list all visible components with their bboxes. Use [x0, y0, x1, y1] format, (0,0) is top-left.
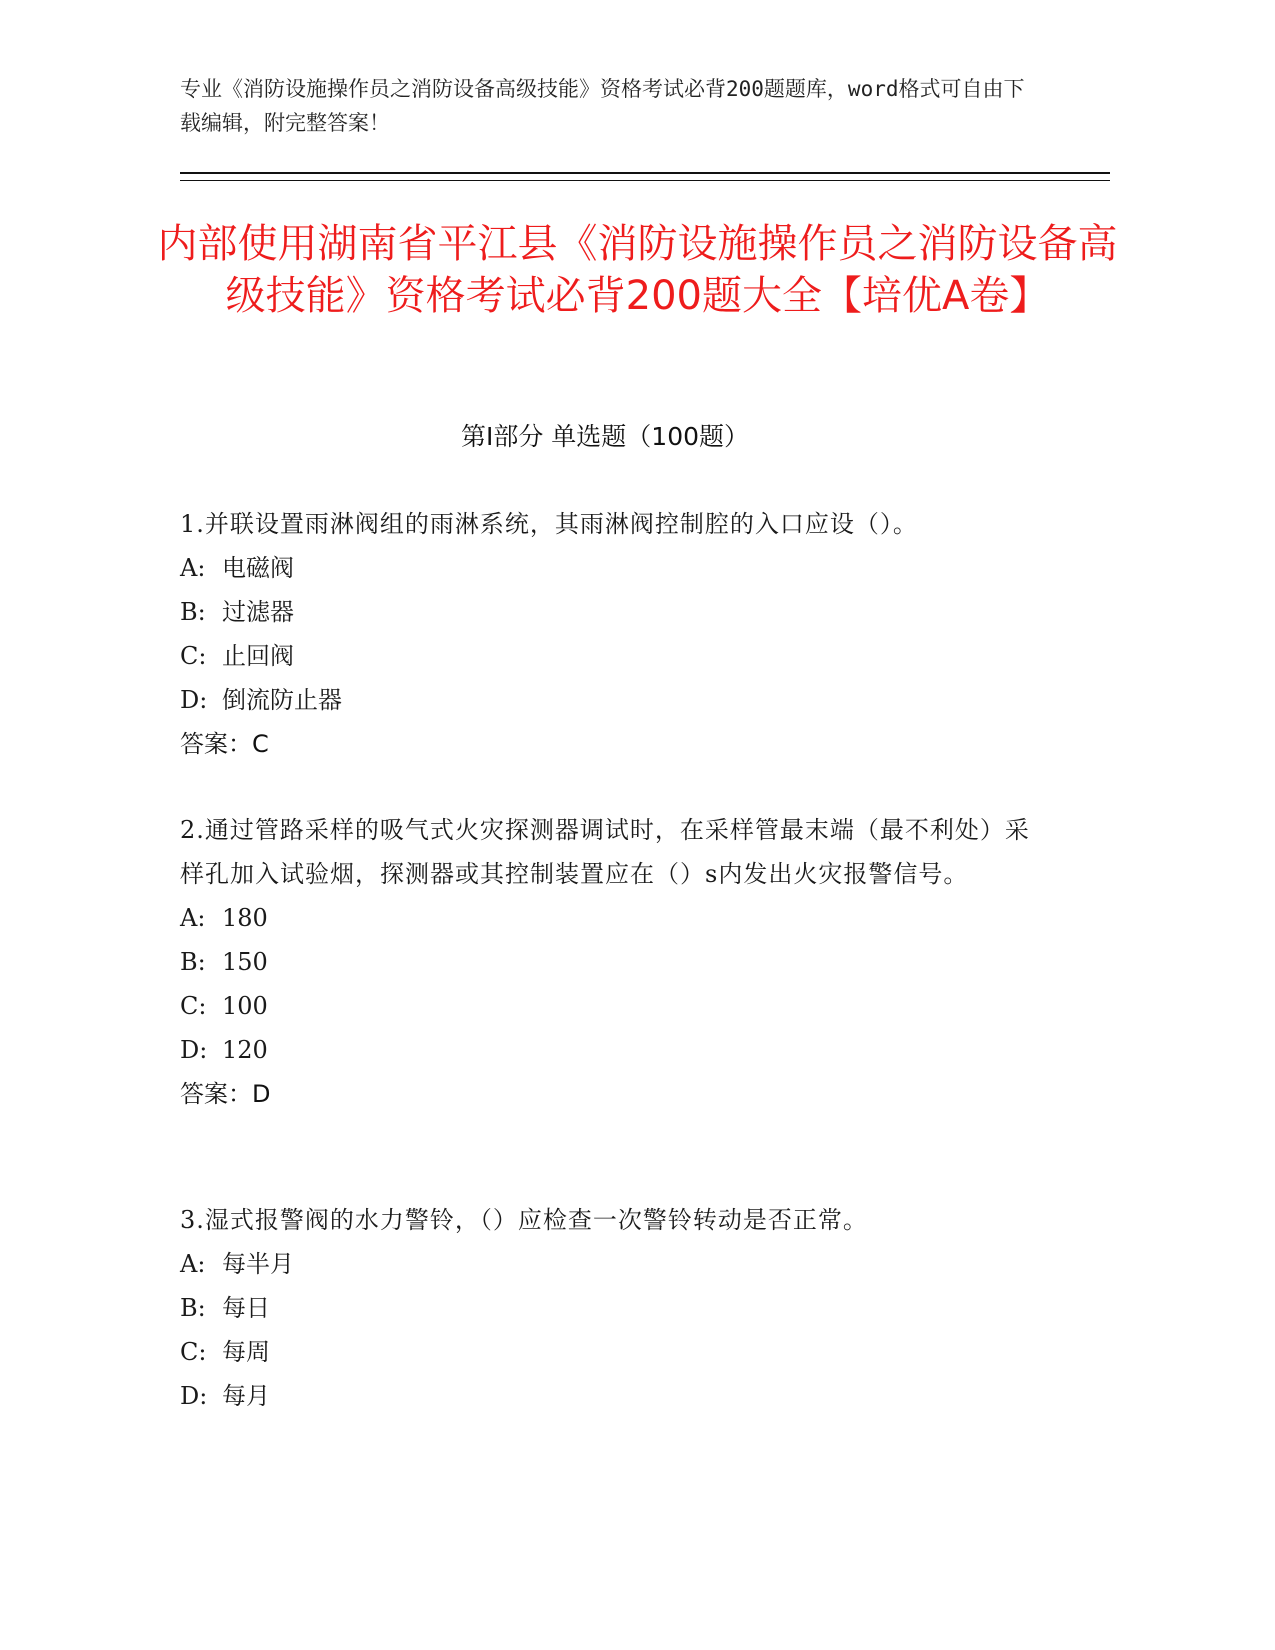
question-3	[180, 1198, 1050, 1418]
document-title: 内部使用湖南省平江县《消防设施操作员之消防设备高级技能》资格考试必背200题大全【培优A卷】	[157, 221, 1118, 319]
option-letter: D:	[180, 1036, 208, 1064]
option-a	[180, 896, 1050, 940]
option-letter: A:	[180, 904, 206, 932]
option-d	[180, 678, 1050, 722]
option-d	[180, 1028, 1050, 1072]
option-text: 止回阀	[222, 642, 294, 670]
question-stem: 2.通过管路采样的吸气式火灾探测器调试时，在采样管最末端（最不利处）采样孔加入试验烟，探测器或其控制装置应在（）s内发出火灾报警信号。	[180, 816, 1030, 888]
question-stem: 1.并联设置雨淋阀组的雨淋系统，其雨淋阀控制腔的入口应设（）。	[180, 510, 918, 538]
option-a	[180, 546, 1050, 590]
option-text: 120	[222, 1036, 268, 1064]
answer-line: 答案：D	[180, 1080, 271, 1108]
header-rule-thin	[180, 180, 1110, 181]
option-b	[180, 940, 1050, 984]
question-2	[180, 808, 1050, 1116]
option-letter: D:	[180, 686, 208, 714]
option-a	[180, 1242, 1050, 1286]
option-letter: C:	[180, 992, 207, 1020]
option-text: 过滤器	[222, 598, 294, 626]
option-d	[180, 1374, 1050, 1418]
option-c	[180, 634, 1050, 678]
option-c	[180, 1330, 1050, 1374]
option-letter: C:	[180, 642, 207, 670]
option-letter: B:	[180, 598, 206, 626]
question-stem: 3.湿式报警阀的水力警铃，（）应检查一次警铃转动是否正常。	[180, 1206, 868, 1234]
option-text: 每月	[222, 1382, 270, 1410]
header-note: 专业《消防设施操作员之消防设备高级技能》资格考试必背200题题库，word格式可自由下载编辑，附完整答案！	[180, 77, 1025, 135]
option-text: 每周	[222, 1338, 270, 1366]
option-letter: D:	[180, 1382, 208, 1410]
option-b	[180, 590, 1050, 634]
header-rule-thick	[180, 172, 1110, 174]
option-text: 倒流防止器	[222, 686, 342, 714]
option-text: 每半月	[222, 1250, 294, 1278]
option-text: 180	[222, 904, 268, 932]
option-text: 100	[222, 992, 268, 1020]
answer-line: 答案：C	[180, 730, 269, 758]
option-letter: B:	[180, 948, 206, 976]
option-text: 150	[222, 948, 268, 976]
question-1	[180, 502, 1050, 766]
option-letter: A:	[180, 554, 206, 582]
option-letter: A:	[180, 1250, 206, 1278]
option-text: 电磁阀	[222, 554, 294, 582]
option-letter: B:	[180, 1294, 206, 1322]
option-text: 每日	[222, 1294, 270, 1322]
option-b	[180, 1286, 1050, 1330]
option-letter: C:	[180, 1338, 207, 1366]
section-heading: 第I部分 单选题（100题）	[460, 422, 750, 451]
option-c	[180, 984, 1050, 1028]
